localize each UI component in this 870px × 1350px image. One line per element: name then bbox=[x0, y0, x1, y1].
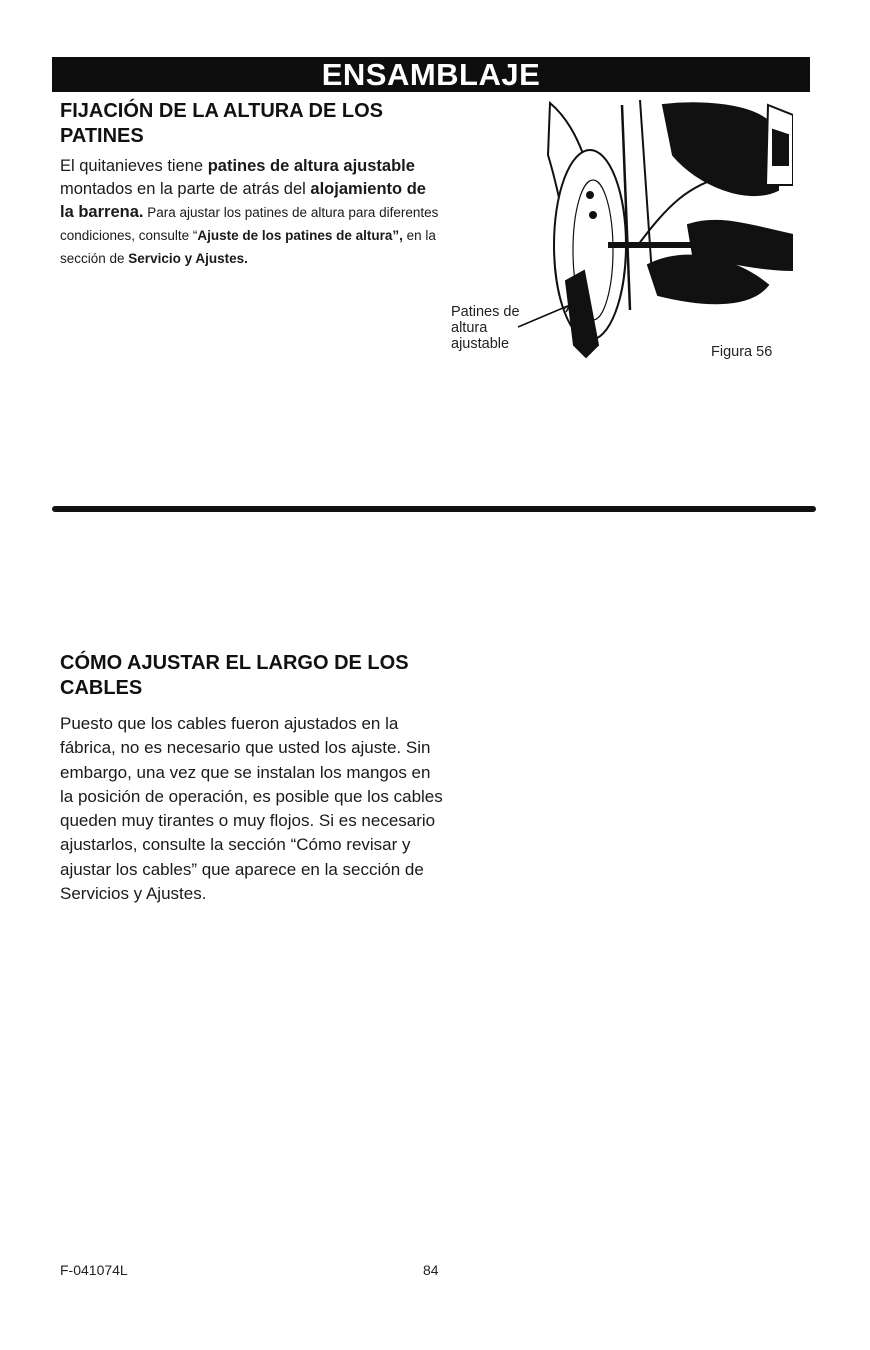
text-run: montados en la parte de atrás del bbox=[60, 180, 311, 198]
text-run: Para ajustar los patines de altura para diferentes condiciones, consulte “ bbox=[60, 205, 439, 243]
term-auger-housing: alojamiento de la barrena. bbox=[60, 180, 426, 221]
paragraph-cable-length: Puesto que los cables fueron ajustados en la fábrica, no es necesario que usted los ajuste. Sin embargo, una vez que se instalan los mangos en la posición de operación, es posible que los cables queden muy tirantes o muy flojos. Si es necesario ajustarlos, consulte la sección “Cómo revisar y ajustar los cables” que aparece en la sección de Servicios y Ajustes. bbox=[60, 714, 443, 904]
paragraph-skid-height bbox=[60, 155, 440, 270]
section-divider bbox=[52, 506, 816, 512]
page-number: 84 bbox=[423, 1262, 439, 1278]
heading-cable-length: CÓMO AJUSTAR EL LARGO DE LOS CABLES bbox=[60, 652, 409, 699]
ref-service-section: Servicio y Ajustes. bbox=[128, 251, 248, 266]
snowblower-illustration bbox=[518, 100, 793, 357]
text-run: en la sección de bbox=[60, 228, 436, 266]
callout-line: ajustable bbox=[451, 336, 510, 352]
ref-skid-adjust: Ajuste de los patines de altura”, bbox=[197, 228, 403, 243]
callout-line: Patines de bbox=[451, 304, 520, 320]
heading-skid-height: FIJACIÓN DE LA ALTURA DE LOS PATINES bbox=[60, 100, 383, 147]
document-code: F-041074L bbox=[60, 1262, 128, 1278]
figure-callout bbox=[451, 304, 520, 352]
section-banner: ENSAMBLAJE bbox=[52, 57, 810, 92]
callout-line: altura bbox=[451, 320, 488, 336]
text-run: El quitanieves tiene bbox=[60, 157, 208, 175]
term-adjustable-skids: patines de altura ajustable bbox=[207, 157, 415, 175]
figure-caption: Figura 56 bbox=[711, 344, 773, 360]
